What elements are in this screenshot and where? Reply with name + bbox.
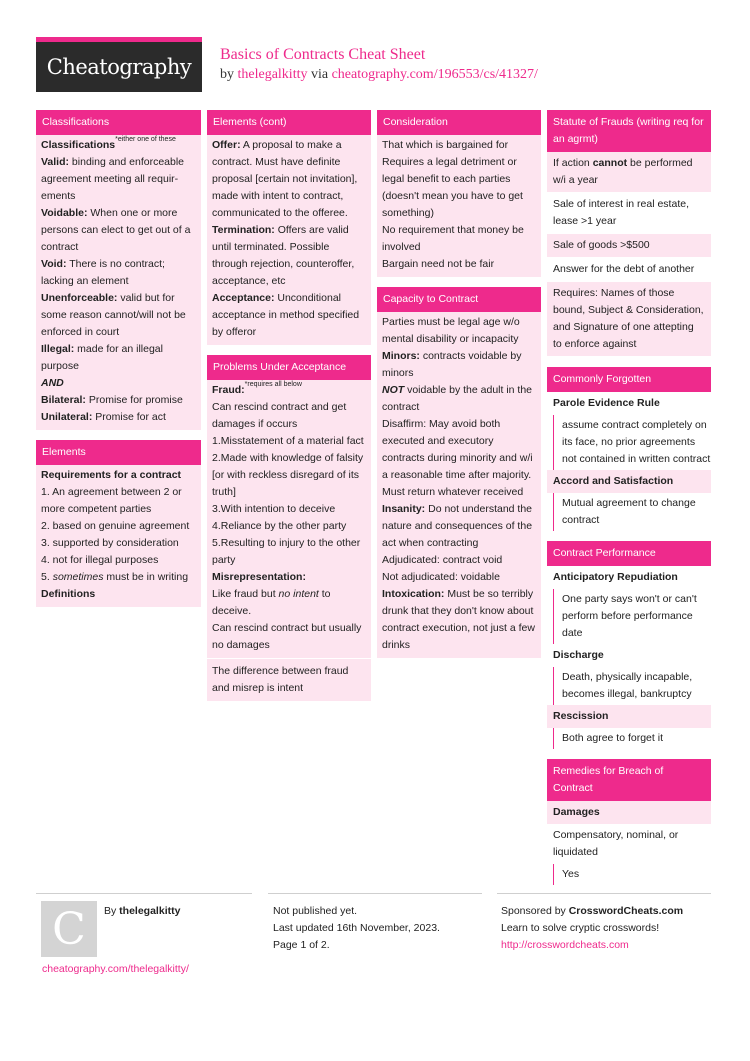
insanity-row (382, 501, 536, 552)
anticipatory-title: Anticipatory Repudiation (547, 566, 711, 589)
classifications-block (36, 110, 201, 430)
not-term: NOT (382, 384, 405, 396)
void-term: Void: (41, 258, 67, 270)
offer-row (212, 137, 366, 222)
elements-cont-body (207, 135, 371, 345)
unenforceable-row (41, 290, 196, 341)
acceptance-def: Unconditional acceptance in method specified by offeror (212, 292, 360, 338)
bilateral-def: Promise for promise (85, 394, 183, 406)
not-row (382, 382, 536, 416)
elements-item-3: 3. supported by consideration (41, 537, 179, 549)
consideration-line-1: That which is bargained for (382, 139, 509, 151)
void-row (41, 256, 196, 290)
footer-by: By (104, 905, 120, 917)
classifications-title-row (41, 137, 196, 154)
intoxication-row (382, 586, 536, 654)
column-4 (547, 110, 711, 895)
parol-title: Parole Evidence Rule (547, 392, 711, 415)
statute-if-post: be performed w/i a year (553, 157, 693, 186)
minors-term: Minors: (382, 350, 420, 362)
fraud-line-6: 5.Resulting to injury to the other party (212, 537, 361, 566)
forgotten-heading: Commonly Forgotten (547, 367, 711, 392)
unenforceable-term: Unenforceable: (41, 292, 118, 304)
accord-title: Accord and Satisfaction (547, 470, 711, 493)
classifications-heading: Classifications (36, 110, 201, 135)
elements-heading: Elements (36, 440, 201, 465)
consideration-line-4: Bargain need not be fair (382, 258, 495, 270)
statute-row-4: Answer for the debt of another (547, 258, 711, 282)
item5-post: must be in writing (103, 571, 189, 583)
statute-row-5: Requires: Names of those bound, Subject & Consideration, and Signature of one attepting to enforce against (547, 282, 711, 357)
rescission-def: Both agree to forget it (553, 728, 711, 749)
performance-heading: Contract Performance (547, 541, 711, 566)
elements-item-1: 1. An agreement between 2 or more competent parties (41, 486, 182, 515)
acceptance-term: Acceptance: (212, 292, 275, 304)
illegal-term: Illegal: (41, 343, 75, 355)
footer-author (104, 903, 180, 920)
statute-row-1 (547, 152, 711, 193)
footer-updated: Last updated 16th November, 2023. (273, 922, 440, 934)
capacity-heading: Capacity to Contract (377, 287, 541, 312)
elements-definitions: Definitions (41, 588, 96, 600)
and-row: AND (41, 377, 64, 389)
rescission-title: Rescission (547, 705, 711, 728)
capacity-body (377, 312, 541, 658)
elements-item-2: 2. based on genuine agreement (41, 520, 190, 532)
void-def: There is no contract; lacking an element (41, 258, 165, 287)
statute-block (547, 110, 711, 357)
termination-def: Offers are valid until terminated. Possible through rejection, counteroffer, acceptance, etc (212, 224, 355, 287)
voidable-row (41, 205, 196, 256)
illegal-row (41, 341, 196, 375)
footer-author-name[interactable]: thelegalkitty (119, 905, 181, 917)
fraud-row (212, 382, 366, 399)
minors-row (382, 348, 536, 382)
capacity-parties: Parties must be legal age w/o mental disability or incapacity (382, 316, 520, 345)
item5-italic: sometimes (52, 571, 104, 583)
fraud-term: Fraud: (212, 384, 245, 396)
author-link[interactable]: thelegalkitty (237, 67, 308, 82)
footer-published: Not published yet. (273, 905, 358, 917)
footer-sponsored-pre: Sponsored by (501, 905, 569, 917)
like-pre: Like fraud but (212, 588, 279, 600)
illegal-def: made for an illegal purpose (41, 343, 163, 372)
offer-def: A proposal to make a contract. Must have definite proposal [certain not invitation], made with intent to contract, communicated to the offeree. (212, 139, 358, 219)
remedies-heading: Remedies for Breach of Contract (547, 759, 711, 801)
problems-body (207, 380, 371, 658)
column-2 (207, 110, 371, 711)
sheet-url-link[interactable]: cheatography.com/196553/cs/41327/ (331, 67, 538, 82)
footer-sponsor-name[interactable]: CrosswordCheats.com (568, 905, 684, 917)
footer-tagline: Learn to solve cryptic crosswords! (501, 922, 660, 934)
capacity-disaffirm: Disaffirm: May avoid both executed and executory contracts during minority and w/i a reasonable time after majority. (382, 418, 533, 481)
discharge-title: Discharge (547, 644, 711, 667)
consideration-body (377, 135, 541, 277)
discharge-def: Death, physically incapable, becomes illegal, bankruptcy (553, 667, 711, 705)
performance-block (547, 541, 711, 749)
consideration-block (377, 110, 541, 277)
footer-sponsored (501, 903, 683, 920)
column-3 (377, 110, 541, 668)
capacity-block (377, 287, 541, 658)
statute-row-2: Sale of interest in real estate, lease >1 year (547, 193, 711, 234)
accord-def: Mutual agreement to change contract (553, 493, 711, 531)
offer-term: Offer: (212, 139, 241, 151)
fraud-line-4: 3.With intention to deceive (212, 503, 336, 515)
misrep-term: Misrepresentation: (212, 571, 306, 583)
capacity-not-adjudicated: Not adjudicated: voidable (382, 571, 500, 583)
capacity-must: Must return whatever received (382, 486, 524, 498)
voidable-term: Voidable: (41, 207, 88, 219)
problems-block (207, 355, 371, 701)
termination-row (212, 222, 366, 290)
unilateral-term: Unilateral: (41, 411, 93, 423)
footer-page: Page 1 of 2. (273, 939, 330, 951)
footer-profile-link[interactable]: cheatography.com/thelegalkitty/ (42, 963, 189, 975)
statute-if-bold: cannot (592, 157, 628, 169)
elements-cont-block (207, 110, 371, 345)
anticipatory-def: One party says won't or can't perform before performance date (553, 589, 711, 644)
logo-text: Cheatography (46, 54, 192, 79)
termination-term: Termination: (212, 224, 275, 236)
acceptance-row (212, 290, 366, 341)
elements-body (36, 465, 201, 607)
author-avatar[interactable] (41, 901, 97, 957)
fraud-line-1: Can rescind contract and get damages if occurs (212, 401, 347, 430)
consideration-heading: Consideration (377, 110, 541, 135)
footer-divider-3 (497, 893, 711, 894)
byline-via: via (310, 67, 329, 82)
page-title: Basics of Contracts Cheat Sheet (220, 46, 426, 63)
valid-term: Valid: (41, 156, 70, 168)
classifications-note: *either one of these (115, 136, 176, 143)
intoxication-term: Intoxication: (382, 588, 445, 600)
byline-by: by (220, 67, 234, 82)
consideration-line-3: No requirement that money be involved (382, 224, 524, 253)
elements-cont-heading: Elements (cont) (207, 110, 371, 135)
statute-if-pre: If action (553, 157, 593, 169)
not-def: voidable by the adult in the contract (382, 384, 533, 413)
consideration-line-2: Requires a legal detriment or legal benefit to each parties (doesn't mean you have to get something) (382, 156, 523, 219)
problems-diff: The difference between fraud and misrep is intent (212, 665, 349, 694)
footer-sponsor-url[interactable]: http://crosswordcheats.com (501, 939, 629, 951)
classifications-body (36, 135, 201, 430)
valid-row (41, 154, 196, 205)
unenforceable-def: valid but for some reason cannot/will not be enforced in court (41, 292, 186, 338)
elements-block (36, 440, 201, 607)
fraud-line-5: 4.Reliance by the other party (212, 520, 347, 532)
intoxication-def: Must be so terribly drunk that they don't know about contract execution, not just a few drinks (382, 588, 535, 651)
elements-item-4: 4. not for illegal purposes (41, 554, 159, 566)
insanity-def: Do not understand the nature and consequences of the act when contracting (382, 503, 533, 549)
voidable-def: When one or more persons can elect to get out of a contract (41, 207, 191, 253)
fraud-note: *requires all below (244, 381, 302, 388)
footer-divider-1 (36, 893, 252, 894)
bilateral-row (41, 392, 196, 409)
damages-title: Damages (547, 801, 711, 824)
cheatography-logo[interactable] (36, 37, 202, 92)
like-post: to deceive. (212, 588, 331, 617)
insanity-term: Insanity: (382, 503, 426, 515)
column-1 (36, 110, 201, 617)
statute-heading: Statute of Frauds (writing req for an agrmt) (547, 110, 711, 152)
problems-heading: Problems Under Acceptance (207, 355, 371, 380)
capacity-adjudicated: Adjudicated: contract void (382, 554, 503, 566)
fraud-line-2: 1.Misstatement of a material fact (212, 435, 364, 447)
problems-diff-cell (207, 658, 371, 701)
fraud-line-3: 2.Made with knowledge of falsity [or with reckless disregard of its truth] (212, 452, 364, 498)
elements-item-5 (41, 569, 196, 586)
misrep-like (212, 586, 366, 620)
elements-req: Requirements for a contract (41, 469, 182, 481)
item5-pre: 5. (41, 571, 53, 583)
remedies-block (547, 759, 711, 885)
byline (220, 66, 538, 83)
avatar-letter: C (52, 903, 86, 955)
damages-def: Compensatory, nominal, or liquidated (547, 824, 711, 864)
minors-def: contracts voidable by minors (382, 350, 522, 379)
statute-row-3: Sale of goods >$500 (547, 234, 711, 258)
parol-def: assume contract completely on its face, no prior agreements not contained in written contract (553, 415, 711, 470)
misrep-line: Can rescind contract but usually no damages (212, 622, 362, 651)
forgotten-block (547, 367, 711, 531)
valid-def: binding and enforceable agreement meeting all requirements (41, 156, 185, 202)
bilateral-term: Bilateral: (41, 394, 86, 406)
unilateral-row (41, 409, 196, 426)
damages-yes: Yes (553, 864, 711, 885)
like-italic: no intent (278, 588, 319, 600)
unilateral-def: Promise for act (92, 411, 166, 423)
classifications-title: Classifications (41, 139, 116, 151)
footer-divider-2 (268, 893, 482, 894)
